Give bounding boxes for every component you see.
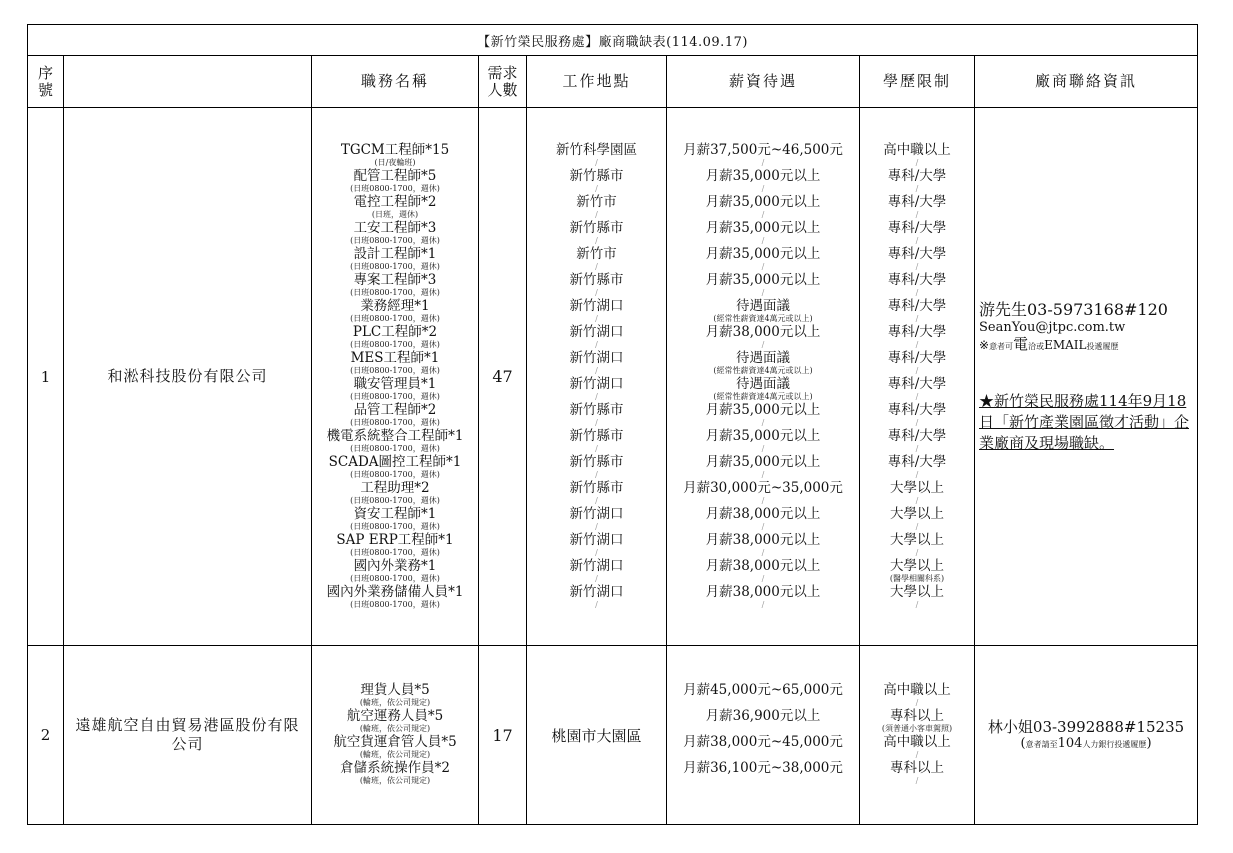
divider-mark: / xyxy=(595,469,598,479)
list-item-text: 專科/大學 xyxy=(887,349,947,366)
list-item xyxy=(890,559,944,585)
divider-mark: / xyxy=(595,599,598,609)
list-item xyxy=(890,481,944,507)
list-item xyxy=(350,169,440,195)
list-item xyxy=(706,221,821,247)
list-item-text: 新竹縣市 xyxy=(569,167,624,184)
contact-phone: 林小姐03-3992888#15235 xyxy=(987,717,1185,736)
list-item-text: 新竹縣市 xyxy=(569,479,624,496)
job-list-cell xyxy=(312,108,479,646)
divider-mark: / xyxy=(915,261,919,271)
list-item-text: 專科/大學 xyxy=(887,219,947,236)
list-item-text: 新竹縣市 xyxy=(569,219,624,236)
salary-list-cell xyxy=(667,108,860,646)
list-item-text: 月薪38,000元以上 xyxy=(705,557,821,574)
list-item-text: 月薪30,000元~35,000元 xyxy=(683,479,843,496)
list-item-text: 大學以上 xyxy=(890,479,944,496)
divider-mark: / xyxy=(761,469,765,479)
divider-mark: / xyxy=(595,313,598,323)
list-item xyxy=(350,403,440,429)
list-item-note: (日班0800-1700，週休) xyxy=(350,417,440,427)
list-item-text: 專科/大學 xyxy=(887,323,947,340)
list-item-note: (日班，週休) xyxy=(371,209,419,219)
contact-note: (意者請至104人力銀行投遞履歷) xyxy=(1020,735,1152,751)
list-item-text: 品管工程師*2 xyxy=(353,401,437,418)
list-item-text: SCADA圖控工程師*1 xyxy=(328,453,462,470)
list-item xyxy=(347,709,443,735)
list-item-text: 待遇面議 xyxy=(736,375,790,392)
list-item-text: 工程助理*2 xyxy=(360,479,430,496)
list-item-note: (日班0800-1700，週休) xyxy=(350,469,440,479)
list-item xyxy=(350,221,440,247)
header-seq: 序號 xyxy=(28,56,64,108)
list-item-text: 業務經理*1 xyxy=(360,297,430,314)
list-item-text: 月薪45,000元~65,000元 xyxy=(683,682,843,698)
list-item-note: (日班0800-1700，週休) xyxy=(350,365,440,375)
list-item-note: (日班0800-1700，週休) xyxy=(350,573,440,583)
list-item-note: (日班0800-1700，週休) xyxy=(350,287,440,297)
list-item-text: SAP ERP工程師*1 xyxy=(336,531,454,548)
list-item-text: 月薪35,000元以上 xyxy=(705,427,821,444)
divider-mark: / xyxy=(915,495,919,505)
table-row xyxy=(28,108,1198,646)
list-item-text: 倉儲系統操作員*2 xyxy=(340,760,450,776)
list-item-text: 月薪35,000元以上 xyxy=(705,453,821,470)
divider-mark: / xyxy=(595,443,598,453)
list-item-text: 專科/大學 xyxy=(887,427,947,444)
list-item-text: 待遇面議 xyxy=(736,297,790,314)
list-item-note: (醫學相關科系) xyxy=(889,573,945,583)
list-item-text: 電控工程師*2 xyxy=(353,193,437,210)
list-item-note: (日班0800-1700，週休) xyxy=(350,599,440,609)
list-item xyxy=(576,247,617,273)
divider-mark: / xyxy=(915,469,919,479)
row-seq: 2 xyxy=(28,646,64,825)
list-item xyxy=(888,429,947,455)
list-item-note: (日班0800-1700，週休) xyxy=(350,547,440,557)
list-item-note: (輪班，依公司規定) xyxy=(359,776,431,785)
list-item xyxy=(336,533,453,559)
education-list xyxy=(860,683,974,787)
divider-mark: / xyxy=(915,339,919,349)
location-list-cell xyxy=(527,108,667,646)
list-item-text: 機電系統整合工程師*1 xyxy=(326,427,464,444)
divider-mark: / xyxy=(595,235,598,245)
divider-mark: / xyxy=(595,209,598,219)
list-item xyxy=(713,351,812,377)
list-item xyxy=(350,559,440,585)
list-item xyxy=(570,377,624,403)
list-item-text: 新竹湖口 xyxy=(569,349,624,366)
list-item xyxy=(890,507,944,533)
list-item xyxy=(683,683,843,709)
row-seq: 1 xyxy=(28,108,64,646)
job-list-cell xyxy=(312,646,479,825)
list-item-text: 月薪38,000元以上 xyxy=(705,531,821,548)
contact-phone: 游先生03-5973168#120 xyxy=(979,299,1168,319)
list-item xyxy=(883,143,951,169)
list-item-text: 專科/大學 xyxy=(887,375,947,392)
list-item xyxy=(350,377,440,403)
header-contact: 廠商聯絡資訊 xyxy=(975,56,1198,108)
list-item xyxy=(350,507,440,533)
list-item-text: 新竹市 xyxy=(576,193,617,210)
list-item-note: (日班0800-1700，週休) xyxy=(350,443,440,453)
list-item xyxy=(706,325,821,351)
list-item xyxy=(888,351,947,377)
list-item-text: 國內外業務儲備人員*1 xyxy=(326,583,464,600)
list-item xyxy=(888,377,947,403)
list-item-text: 國內外業務*1 xyxy=(353,557,437,574)
education-list-cell xyxy=(860,646,975,825)
list-item xyxy=(706,403,821,429)
list-item-text: 新竹湖口 xyxy=(569,375,624,392)
list-item-text: 新竹湖口 xyxy=(569,557,624,574)
header-location: 工作地點 xyxy=(527,56,667,108)
list-item-note: (經常性薪資達4萬元或以上) xyxy=(713,391,813,401)
list-item-note: (日班0800-1700，週休) xyxy=(350,391,440,401)
table-row xyxy=(28,646,1198,825)
divider-mark: / xyxy=(915,157,919,167)
list-item-text: 理貨人員*5 xyxy=(360,682,430,698)
list-item xyxy=(706,507,821,533)
list-item-note: (日班0800-1700，週休) xyxy=(350,261,440,271)
list-item-note: (經常性薪資達4萬元或以上) xyxy=(713,365,813,375)
list-item xyxy=(888,325,947,351)
event-announcement: ★新竹榮民服務處114年9月18日「新竹產業園區徵才活動」企業廠商及現場職缺。 xyxy=(979,391,1190,452)
list-item xyxy=(340,761,450,787)
education-list xyxy=(860,143,974,611)
divider-mark: / xyxy=(915,417,919,427)
list-item-text: TGCM工程師*15 xyxy=(340,141,450,158)
list-item-text: 專科/大學 xyxy=(887,297,947,314)
divider-mark: / xyxy=(915,599,919,609)
list-item xyxy=(888,299,947,325)
job-vacancy-table xyxy=(27,24,1198,825)
divider-mark: / xyxy=(915,365,919,375)
list-item-note: (日班0800-1700，週休) xyxy=(350,235,440,245)
education-list-cell xyxy=(860,108,975,646)
list-item xyxy=(888,247,947,273)
list-item-text: 航空貨運倉管人員*5 xyxy=(333,734,457,750)
list-item-text: 工安工程師*3 xyxy=(353,219,437,236)
list-item xyxy=(888,221,947,247)
divider-mark: / xyxy=(595,365,598,375)
list-item-note: (日班0800-1700，週休) xyxy=(350,339,440,349)
list-item-text: 高中職以上 xyxy=(883,682,951,698)
divider-mark: / xyxy=(761,261,765,271)
list-item-note: (輪班，依公司規定) xyxy=(359,698,431,707)
list-item-text: 新竹縣市 xyxy=(569,453,624,470)
header-count: 需求人數 xyxy=(479,56,527,108)
list-item xyxy=(350,481,440,507)
list-item-text: 設計工程師*1 xyxy=(353,245,437,262)
list-item-text: 高中職以上 xyxy=(883,734,951,750)
list-item-text: 新竹湖口 xyxy=(569,323,624,340)
list-item-note: (輪班，依公司規定) xyxy=(359,750,431,759)
divider-mark: / xyxy=(915,287,919,297)
list-item xyxy=(333,735,456,761)
list-item xyxy=(570,325,624,351)
list-item xyxy=(706,709,821,735)
list-item xyxy=(713,377,812,403)
list-item xyxy=(570,273,624,299)
list-item-text: 月薪36,900元以上 xyxy=(705,708,821,724)
divider-mark: / xyxy=(761,573,765,583)
divider-mark: / xyxy=(915,443,919,453)
list-item-text: 新竹縣市 xyxy=(569,271,624,288)
list-item-text: 高中職以上 xyxy=(883,141,951,158)
list-item xyxy=(570,507,624,533)
list-item-text: 航空運務人員*5 xyxy=(346,708,444,724)
divider-mark: / xyxy=(761,443,765,453)
list-item xyxy=(706,533,821,559)
divider-mark: / xyxy=(915,391,919,401)
list-item-note: (日班0800-1700，週休) xyxy=(350,495,440,505)
list-item-note: (日班0800-1700，週休) xyxy=(350,313,440,323)
list-item-note: (經常性薪資達4萬元或以上) xyxy=(713,313,813,323)
list-item-text: 專案工程師*3 xyxy=(353,271,437,288)
divider-mark: / xyxy=(595,183,598,193)
list-item xyxy=(888,169,947,195)
divider-mark: / xyxy=(595,495,598,505)
divider-mark: / xyxy=(595,547,598,557)
list-item-text: 專科/大學 xyxy=(887,453,947,470)
list-item-text: 月薪36,100元~38,000元 xyxy=(683,760,843,776)
list-item-note: (須普通小客車駕照) xyxy=(881,724,953,733)
divider-mark: / xyxy=(915,313,919,323)
divider-mark: / xyxy=(595,339,598,349)
list-item-text: 月薪35,000元以上 xyxy=(705,167,821,184)
list-item xyxy=(683,481,843,507)
divider-mark: / xyxy=(915,183,919,193)
list-item xyxy=(888,273,947,299)
list-item xyxy=(556,143,637,169)
company-name: 和淞科技股份有限公司 xyxy=(64,108,312,646)
divider-mark: / xyxy=(915,698,919,707)
list-item xyxy=(706,273,821,299)
list-item xyxy=(360,683,430,709)
list-item-text: 新竹縣市 xyxy=(569,427,624,444)
list-item xyxy=(570,169,624,195)
list-item-text: 專科以上 xyxy=(890,708,944,724)
header-job: 職務名稱 xyxy=(312,56,479,108)
list-item-text: 配管工程師*5 xyxy=(353,167,437,184)
header-salary: 薪資待遇 xyxy=(667,56,860,108)
list-item xyxy=(883,683,951,709)
divider-mark: / xyxy=(595,157,598,167)
divider-mark: / xyxy=(761,209,765,219)
list-item xyxy=(706,429,821,455)
divider-mark: / xyxy=(761,183,765,193)
list-item-text: 新竹湖口 xyxy=(569,531,624,548)
divider-mark: / xyxy=(761,417,765,427)
list-item xyxy=(350,351,440,377)
list-item xyxy=(350,325,440,351)
divider-mark: / xyxy=(915,776,919,785)
list-item xyxy=(570,559,624,585)
list-item xyxy=(570,429,624,455)
divider-mark: / xyxy=(595,417,598,427)
list-item-note: (日/夜輪班) xyxy=(374,157,416,167)
list-item-text: 大學以上 xyxy=(890,557,944,574)
list-item-text: 月薪35,000元以上 xyxy=(705,193,821,210)
contact-cell xyxy=(975,108,1198,646)
header-row xyxy=(28,56,1198,108)
list-item-text: PLC工程師*2 xyxy=(352,323,438,340)
list-item-text: 職安管理員*1 xyxy=(353,375,437,392)
list-item xyxy=(706,585,821,611)
list-item-text: 大學以上 xyxy=(890,531,944,548)
list-item-text: 大學以上 xyxy=(890,505,944,522)
list-item-text: 專科/大學 xyxy=(887,401,947,418)
divider-mark: / xyxy=(761,339,765,349)
list-item xyxy=(683,735,843,761)
location-list xyxy=(527,143,666,611)
list-item xyxy=(350,299,440,325)
list-item xyxy=(354,195,437,221)
list-item xyxy=(883,735,951,761)
list-item-text: 月薪35,000元以上 xyxy=(705,219,821,236)
divider-mark: / xyxy=(761,235,765,245)
list-item xyxy=(890,761,944,787)
list-item-text: 專科/大學 xyxy=(887,167,947,184)
divider-mark: / xyxy=(595,521,598,531)
list-item xyxy=(890,533,944,559)
list-item-text: 專科/大學 xyxy=(887,245,947,262)
list-item xyxy=(706,169,821,195)
headcount: 47 xyxy=(479,108,527,646)
list-item-text: 專科/大學 xyxy=(887,193,947,210)
list-item xyxy=(570,299,624,325)
company-name: 遠雄航空自由貿易港區股份有限公司 xyxy=(64,646,312,825)
contact-cell xyxy=(975,646,1198,825)
list-item xyxy=(570,221,624,247)
list-item-text: 資安工程師*1 xyxy=(353,505,437,522)
list-item xyxy=(570,351,624,377)
list-item xyxy=(683,143,843,169)
list-item-text: MES工程師*1 xyxy=(350,349,440,366)
list-item xyxy=(570,585,624,611)
list-item-text: 新竹市 xyxy=(576,245,617,262)
list-item xyxy=(888,455,947,481)
list-item-note: (輪班，依公司規定) xyxy=(359,724,431,733)
contact-note: ※意者可電洽或EMAIL投遞履歷 xyxy=(979,334,1119,353)
list-item-text: 月薪38,000元~45,000元 xyxy=(683,734,843,750)
list-item-text: 月薪38,000元以上 xyxy=(705,583,821,600)
divider-mark: / xyxy=(761,495,765,505)
list-item xyxy=(350,273,440,299)
list-item-text: 月薪35,000元以上 xyxy=(705,271,821,288)
list-item xyxy=(890,585,944,611)
divider-mark: / xyxy=(595,287,598,297)
list-item xyxy=(341,143,449,169)
list-item xyxy=(329,455,462,481)
job-list xyxy=(312,143,478,611)
list-item xyxy=(576,195,617,221)
list-item-text: 新竹湖口 xyxy=(569,505,624,522)
list-item xyxy=(706,195,821,221)
list-item xyxy=(888,403,947,429)
list-item-note: (日班0800-1700，週休) xyxy=(350,521,440,531)
salary-list xyxy=(667,683,859,787)
divider-mark: / xyxy=(761,521,765,531)
list-item-text: 新竹湖口 xyxy=(569,583,624,600)
contact-email: SeanYou@jtpc.com.tw xyxy=(979,319,1126,335)
list-item-text: 待遇面議 xyxy=(736,349,790,366)
divider-mark: / xyxy=(595,261,598,271)
list-item xyxy=(683,761,843,787)
header-education: 學歷限制 xyxy=(860,56,975,108)
list-item xyxy=(706,247,821,273)
list-item-text: 新竹科學園區 xyxy=(556,141,637,158)
list-item xyxy=(706,455,821,481)
list-item xyxy=(570,533,624,559)
list-item-text: 專科以上 xyxy=(890,760,944,776)
divider-mark: / xyxy=(761,547,765,557)
divider-mark: / xyxy=(915,750,919,759)
list-item-text: 月薪38,000元以上 xyxy=(705,323,821,340)
table-title: 【新竹榮民服務處】廠商職缺表(114.09.17) xyxy=(28,25,1198,56)
list-item-text: 月薪35,000元以上 xyxy=(705,245,821,262)
salary-list-cell xyxy=(667,646,860,825)
list-item xyxy=(327,585,464,611)
list-item xyxy=(706,559,821,585)
list-item xyxy=(888,195,947,221)
divider-mark: / xyxy=(915,547,919,557)
divider-mark: / xyxy=(595,573,598,583)
list-item-text: 大學以上 xyxy=(890,583,944,600)
list-item-text: 新竹縣市 xyxy=(569,401,624,418)
salary-list xyxy=(667,143,859,611)
list-item-text: 新竹湖口 xyxy=(569,297,624,314)
list-item xyxy=(570,455,624,481)
list-item-text: 專科/大學 xyxy=(887,271,947,288)
divider-mark: / xyxy=(915,521,919,531)
divider-mark: / xyxy=(761,287,765,297)
list-item-note: (日班0800-1700，週休) xyxy=(350,183,440,193)
divider-mark: / xyxy=(915,235,919,245)
list-item-text: 月薪37,500元~46,500元 xyxy=(683,141,843,158)
divider-mark: / xyxy=(761,157,765,167)
header-company xyxy=(64,56,312,108)
divider-mark: / xyxy=(595,391,598,401)
list-item-text: 月薪38,000元以上 xyxy=(705,505,821,522)
list-item xyxy=(570,481,624,507)
list-item xyxy=(327,429,464,455)
list-item-text: 月薪35,000元以上 xyxy=(705,401,821,418)
list-item xyxy=(570,403,624,429)
location: 桃園市大園區 xyxy=(527,646,667,825)
job-list xyxy=(312,683,478,787)
divider-mark: / xyxy=(761,599,765,609)
divider-mark: / xyxy=(915,209,919,219)
headcount: 17 xyxy=(479,646,527,825)
list-item xyxy=(713,299,812,325)
list-item xyxy=(882,709,952,735)
list-item xyxy=(350,247,440,273)
